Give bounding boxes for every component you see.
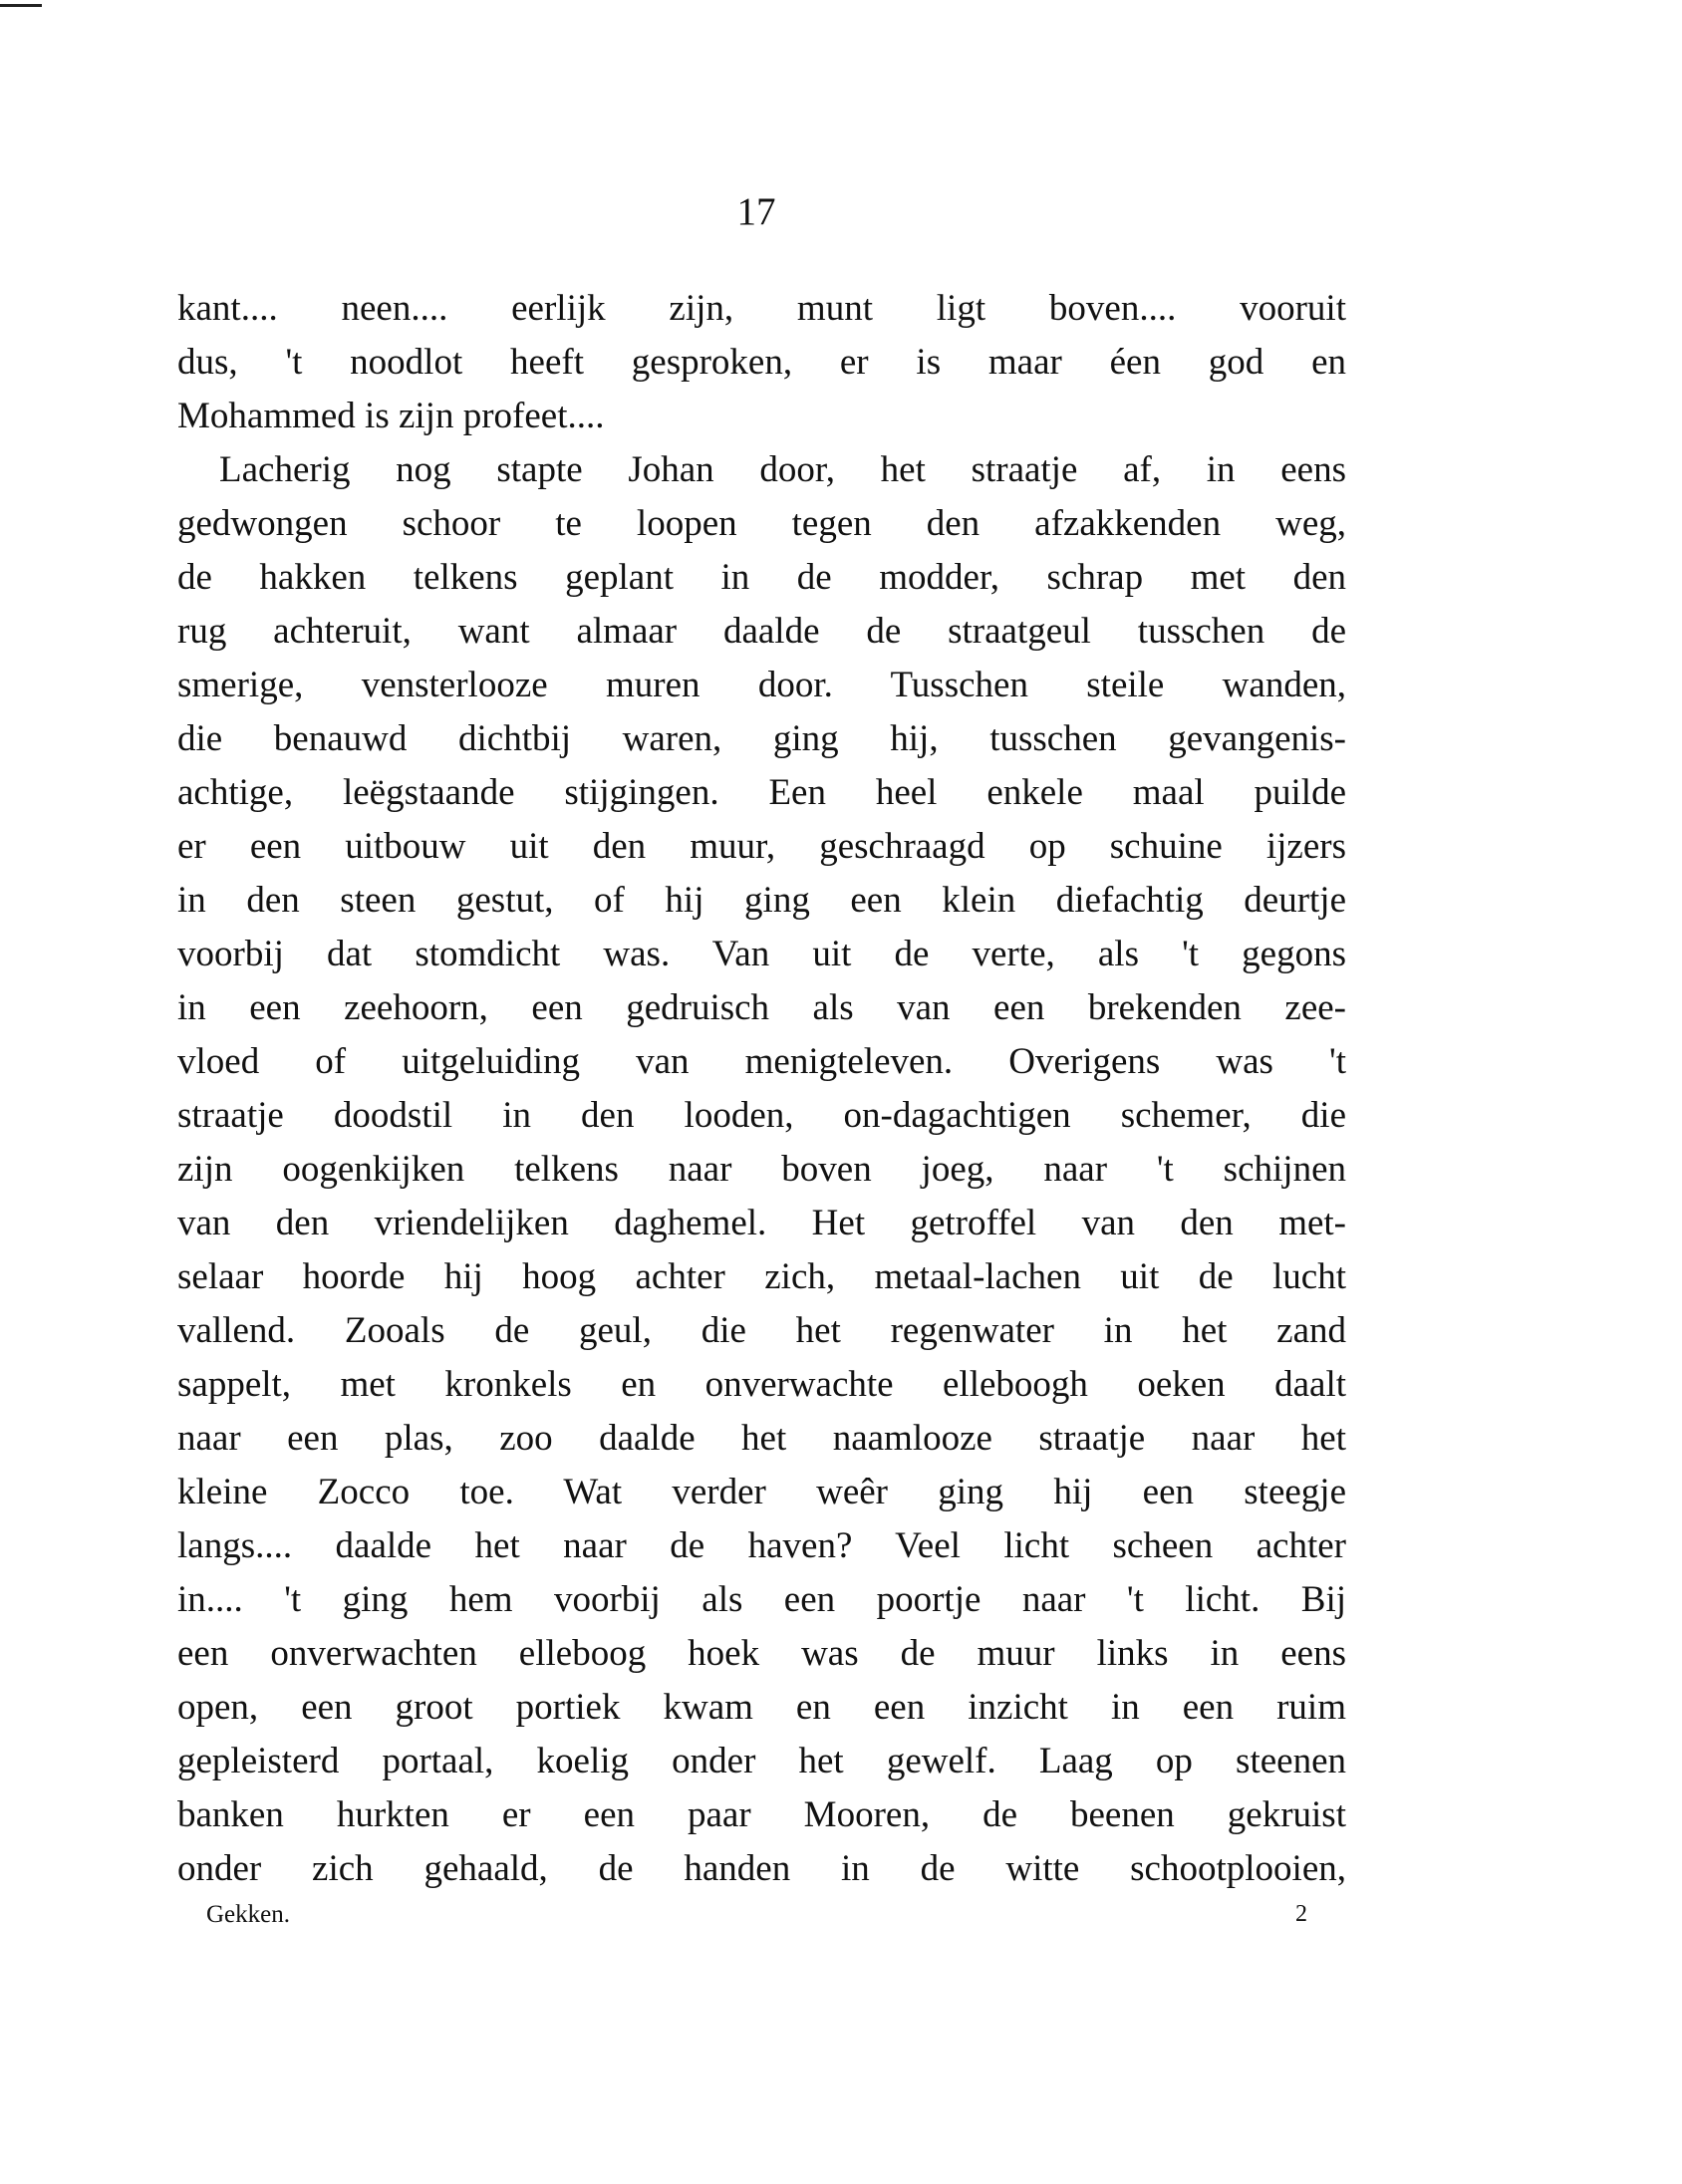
text-line: in den steen gestut, of hij ging een klein diefachtig deurtje	[177, 880, 1346, 921]
text-line: zijn oogenkijken telkens naar boven joeg, naar 't schijnen	[177, 1149, 1346, 1190]
text-line: naar een plas, zoo daalde het naamlooze straatje naar het	[177, 1418, 1346, 1459]
text-line: die benauwd dichtbij waren, ging hij, tusschen gevangenis-	[177, 718, 1346, 759]
text-line: straatje doodstil in den looden, on-dagachtigen schemer, die	[177, 1095, 1346, 1136]
text-line: een onverwachten elleboog hoek was de muur links in eens	[177, 1633, 1346, 1674]
text-line: er een uitbouw uit den muur, geschraagd op schuine ijzers	[177, 826, 1346, 867]
text-line: onder zich gehaald, de handen in de witte schootplooien,	[177, 1848, 1346, 1889]
text-line: smerige, vensterlooze muren door. Tusschen steile wanden,	[177, 665, 1346, 705]
text-line: Mohammed is zijn profeet....	[177, 396, 605, 436]
text-line: vallend. Zooals de geul, die het regenwater in het zand	[177, 1310, 1346, 1351]
text-line: langs.... daalde het naar de haven? Veel licht scheen achter	[177, 1525, 1346, 1566]
text-line: in een zeehoorn, een gedruisch als van een brekenden zee-	[177, 987, 1346, 1028]
signature-mark: Gekken.	[206, 1901, 290, 1928]
text-line: van den vriendelijken daghemel. Het getroffel van den met-	[177, 1203, 1346, 1243]
text-line: gedwongen schoor te loopen tegen den afzakkenden weg,	[177, 503, 1346, 544]
text-line: open, een groot portiek kwam en een inzicht in een ruim	[177, 1687, 1346, 1728]
text-line: achtige, leëgstaande stijgingen. Een heel enkele maal puilde	[177, 772, 1346, 813]
text-line: kleine Zocco toe. Wat verder weêr ging hij een steegje	[177, 1472, 1346, 1512]
text-line: de hakken telkens geplant in de modder, schrap met den	[177, 557, 1346, 598]
page-number: 17	[736, 190, 776, 233]
text-line: vloed of uitgeluiding van menigteleven. Overigens was 't	[177, 1041, 1346, 1082]
text-line: in.... 't ging hem voorbij als een poortje naar 't licht. Bij	[177, 1579, 1346, 1620]
text-line: selaar hoorde hij hoog achter zich, metaal-lachen uit de lucht	[177, 1256, 1346, 1297]
text-line: kant.... neen.... eerlijk zijn, munt ligt boven.... vooruit	[177, 288, 1346, 329]
gathering-number: 2	[1295, 1901, 1307, 1927]
text-line: voorbij dat stomdicht was. Van uit de verte, als 't gegons	[177, 934, 1346, 974]
text-line: sappelt, met kronkels en onverwachte elleboogh oeken daalt	[177, 1364, 1346, 1405]
body-text	[177, 282, 1346, 1896]
text-line: Lacherig nog stapte Johan door, het straatje af, in eens	[219, 449, 1346, 490]
text-line: banken hurkten er een paar Mooren, de beenen gekruist	[177, 1794, 1346, 1835]
text-line: rug achteruit, want almaar daalde de straatgeul tusschen de	[177, 611, 1346, 652]
scan-corner-mark	[0, 4, 42, 7]
text-line: dus, 't noodlot heeft gesproken, er is maar éen god en	[177, 342, 1346, 383]
text-line: gepleisterd portaal, koelig onder het gewelf. Laag op steenen	[177, 1741, 1346, 1781]
